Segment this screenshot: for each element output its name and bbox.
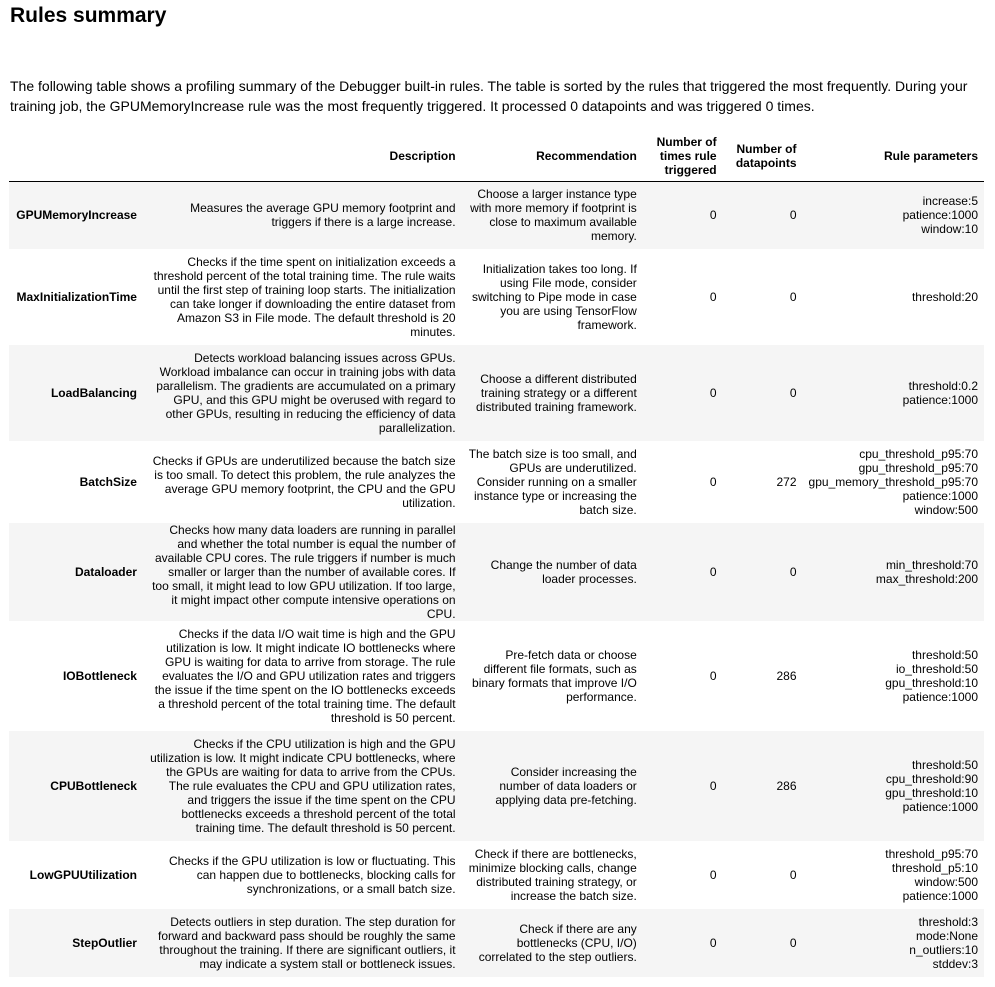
header-rule-parameters: Rule parameters <box>803 131 985 182</box>
rule-parameter: window:10 <box>921 222 978 237</box>
table-row <box>9 345 984 441</box>
rule-parameter: cpu_threshold_p95:70 <box>859 446 978 461</box>
rule-description: Measures the average GPU memory footprint and triggers if there is a large increase. <box>190 201 456 230</box>
times-triggered: 0 <box>709 564 717 579</box>
rule-name: Dataloader <box>74 564 137 579</box>
rule-recommendation: Change the number of data loader processes. <box>490 557 637 586</box>
rule-description: Checks if the CPU utilization is high and the GPU utilization is low. It might indicate CPU bottlenecks, where the GPUs are waiting for data to arrive from the CPUs. The rule evaluates the CPU and GPU utilization rates, and triggers the issue if the time spent on the CPU bottlenecks exceeds a threshold percent of the total training time. The default threshold is 50 percent. <box>150 736 456 835</box>
rule-description: Checks if the time spent on initialization exceeds a threshold percent of the total training time. The rule waits until the first step of training loop starts. The initialization can take longer if downloading the entire dataset from Amazon S3 in File mode. The default threshold is 20 minutes. <box>153 254 456 339</box>
times-triggered: 0 <box>709 778 717 793</box>
table-row <box>9 621 984 731</box>
rule-parameter: max_threshold:200 <box>875 571 978 586</box>
rule-parameter: gpu_threshold:10 <box>885 675 978 690</box>
header-description: Description <box>143 131 462 182</box>
rule-parameter: patience:1000 <box>902 689 978 704</box>
table-row <box>9 249 984 345</box>
datapoints: 286 <box>776 778 797 793</box>
table-row <box>9 523 984 621</box>
rule-parameter: gpu_memory_threshold_p95:70 <box>808 474 978 489</box>
rule-parameter: patience:1000 <box>902 392 978 407</box>
rule-parameter: patience:1000 <box>902 888 978 903</box>
rule-parameter: min_threshold:70 <box>885 557 978 572</box>
rule-parameter: threshold:0.2 <box>908 378 978 393</box>
rule-parameter: n_outliers:10 <box>909 942 978 957</box>
intro-paragraph: The following table shows a profiling summary of the Debugger built-in rules. The table is sorted by the rules that triggered the most frequently. During your training job, the GPUMemoryIncrease rule was the most frequently triggered. It processed 0 datapoints and was triggered 0 times. <box>10 78 968 114</box>
rule-parameter: window:500 <box>914 502 978 517</box>
datapoints: 0 <box>789 935 797 950</box>
rule-parameters <box>803 523 985 621</box>
rule-parameter: io_threshold:50 <box>895 661 978 676</box>
rule-parameter: threshold:50 <box>911 757 978 772</box>
table-header-row <box>9 131 984 182</box>
rule-name: MaxInitializationTime <box>16 289 137 304</box>
rule-name: GPUMemoryIncrease <box>16 208 137 223</box>
datapoints: 286 <box>776 668 797 683</box>
rule-parameter: patience:1000 <box>902 208 978 223</box>
rules-summary-table <box>9 131 984 977</box>
page-title: Rules summary <box>10 4 167 27</box>
rule-description: Detects outliers in step duration. The step duration for forward and backward pass should be roughly the same throughout the training. If there are significant outliers, it may indicate a system stall or bottleneck issues. <box>158 914 456 971</box>
table-row <box>9 731 984 841</box>
rule-parameter: threshold:20 <box>911 289 978 304</box>
rule-parameter: increase:5 <box>922 194 978 209</box>
rule-parameter: mode:None <box>915 928 978 943</box>
rule-name: IOBottleneck <box>62 668 137 683</box>
times-triggered: 0 <box>709 867 717 882</box>
rule-parameter: cpu_threshold:90 <box>885 771 978 786</box>
rule-parameter: gpu_threshold:10 <box>885 785 978 800</box>
datapoints: 0 <box>789 564 797 579</box>
header-recommendation: Recommendation <box>462 131 643 182</box>
rule-name: BatchSize <box>79 474 137 489</box>
rule-name: LowGPUUtilization <box>29 867 137 882</box>
datapoints: 0 <box>789 867 797 882</box>
rule-description: Checks if GPUs are underutilized because the batch size is too small. To detect this problem, the rule analyzes the average GPU memory footprint, the CPU and the GPU utilization. <box>152 453 456 510</box>
rule-recommendation: Consider increasing the number of data loaders or applying data pre-fetching. <box>495 764 637 807</box>
rule-parameters <box>803 841 985 909</box>
rule-description: Checks if the GPU utilization is low or fluctuating. This can happen due to bottlenecks, blocking calls for synchronizations, or a small batch size. <box>168 853 456 896</box>
times-triggered: 0 <box>709 668 717 683</box>
rule-recommendation: Check if there are any bottlenecks (CPU, I/O) correlated to the step outliers. <box>478 921 637 964</box>
table-row <box>9 182 984 249</box>
rule-recommendation: Choose a different distributed training strategy or a different distributed training framework. <box>476 371 637 414</box>
rule-parameter: stddev:3 <box>932 956 978 971</box>
rule-parameter: threshold_p5:10 <box>891 860 978 875</box>
rule-parameter: threshold_p95:70 <box>885 846 978 861</box>
rule-parameters <box>803 249 985 345</box>
times-triggered: 0 <box>709 474 717 489</box>
header-datapoints: Number of datapoints <box>723 131 803 182</box>
rule-parameters <box>803 731 985 841</box>
rule-parameter: patience:1000 <box>902 488 978 503</box>
rule-parameter: gpu_threshold_p95:70 <box>858 460 978 475</box>
rule-recommendation: Initialization takes too long. If using File mode, consider switching to Pipe mode in case you are using TensorFlow framework. <box>472 261 637 332</box>
rule-parameter: window:500 <box>914 874 978 889</box>
rule-parameters <box>803 345 985 441</box>
rule-recommendation: Check if there are bottlenecks, minimize blocking calls, change distributed training strategy, or increase the batch size. <box>468 846 637 903</box>
times-triggered: 0 <box>709 385 717 400</box>
table-row <box>9 441 984 523</box>
datapoints: 272 <box>776 474 797 489</box>
table-row <box>9 841 984 909</box>
rule-description: Detects workload balancing issues across GPUs. Workload imbalance can occur in training jobs with data parallelism. The gradients are accumulated on a primary GPU, and this GPU might be overused with regard to other GPUs, resulting in reducing the efficiency of data parallelization. <box>156 350 456 435</box>
rule-parameters <box>803 621 985 731</box>
times-triggered: 0 <box>709 208 717 223</box>
rule-parameter: threshold:50 <box>911 647 978 662</box>
rule-recommendation: The batch size is too small, and GPUs are underutilized. Consider running on a smaller instance type or increasing the batch size. <box>468 446 637 517</box>
times-triggered: 0 <box>709 289 717 304</box>
rule-recommendation: Choose a larger instance type with more memory if footprint is close to maximum available memory. <box>470 187 637 244</box>
rule-parameter: patience:1000 <box>902 799 978 814</box>
rule-parameters <box>803 182 985 249</box>
rule-recommendation: Pre-fetch data or choose different file formats, such as binary formats that improve I/O performance. <box>472 647 637 704</box>
rule-parameters <box>803 909 985 977</box>
rule-parameters <box>803 441 985 523</box>
rule-name: StepOutlier <box>72 935 137 950</box>
datapoints: 0 <box>789 385 797 400</box>
table-row <box>9 909 984 977</box>
rule-parameter: threshold:3 <box>918 914 978 929</box>
header-times-triggered: Number of times rule triggered <box>643 131 723 182</box>
datapoints: 0 <box>789 289 797 304</box>
datapoints: 0 <box>789 208 797 223</box>
header-rule <box>9 131 143 182</box>
rule-description: Checks how many data loaders are running in parallel and whether the total number is equal the number of available CPU cores. The rule triggers if number is much smaller or larger than the number of available cores. If too small, it might lead to low GPU utilization. If too large, it might impact other compute intensive operations on CPU. <box>152 522 456 621</box>
rule-name: LoadBalancing <box>50 385 137 400</box>
rule-description: Checks if the data I/O wait time is high and the GPU utilization is low. It might indicate IO bottlenecks where GPU is waiting for data to arrive from storage. The rule evaluates the I/O and GPU utilization rates and triggers the issue if the time spent on the IO bottlenecks exceeds a threshold percent of the total training time. The default threshold is 50 percent. <box>154 626 456 725</box>
rule-name: CPUBottleneck <box>50 778 137 793</box>
times-triggered: 0 <box>709 935 717 950</box>
